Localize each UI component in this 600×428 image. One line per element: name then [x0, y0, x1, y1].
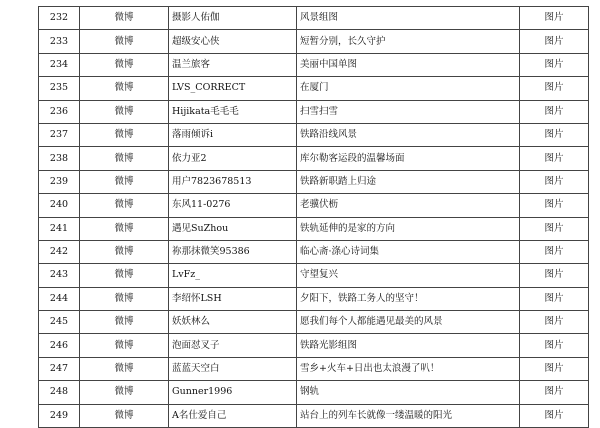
row-number: 235 — [39, 77, 80, 100]
title-cell: 夕阳下，铁路工务人的坚守！ — [297, 287, 520, 310]
type-cell: 图片 — [520, 217, 589, 240]
row-number: 233 — [39, 30, 80, 53]
table-row — [39, 123, 589, 146]
username-cell: LvFz_ — [169, 264, 297, 287]
type-cell: 图片 — [520, 381, 589, 404]
username-cell: 遇见SuZhou — [169, 217, 297, 240]
title-cell: 愿我们每个人都能遇见最美的风景 — [297, 311, 520, 334]
title-cell: 雪乡+火车+日出也太浪漫了叭！ — [297, 357, 520, 380]
table-row — [39, 240, 589, 263]
row-number: 241 — [39, 217, 80, 240]
platform-cell: 微博 — [80, 381, 169, 404]
platform-cell: 微博 — [80, 100, 169, 123]
title-cell: 铁路光影组图 — [297, 334, 520, 357]
table-row — [39, 100, 589, 123]
username-cell: 超级安心侠 — [169, 30, 297, 53]
platform-cell: 微博 — [80, 53, 169, 76]
platform-cell: 微博 — [80, 404, 169, 427]
table-row — [39, 311, 589, 334]
username-cell: 用户7823678513 — [169, 170, 297, 193]
row-number: 247 — [39, 357, 80, 380]
username-cell: 妖妖林么 — [169, 311, 297, 334]
type-cell: 图片 — [520, 77, 589, 100]
platform-cell: 微博 — [80, 170, 169, 193]
row-number: 248 — [39, 381, 80, 404]
username-cell: 落雨倾诉i — [169, 123, 297, 146]
type-cell: 图片 — [520, 7, 589, 30]
username-cell: Gunner1996 — [169, 381, 297, 404]
platform-cell: 微博 — [80, 357, 169, 380]
table-row — [39, 404, 589, 427]
table-row — [39, 264, 589, 287]
type-cell: 图片 — [520, 30, 589, 53]
username-cell: 温兰旅客 — [169, 53, 297, 76]
type-cell: 图片 — [520, 123, 589, 146]
platform-cell: 微博 — [80, 7, 169, 30]
row-number: 237 — [39, 123, 80, 146]
title-cell: 铁路新职踏上归途 — [297, 170, 520, 193]
title-cell: 美丽中国单图 — [297, 53, 520, 76]
row-number: 242 — [39, 240, 80, 263]
platform-cell: 微博 — [80, 311, 169, 334]
platform-cell: 微博 — [80, 194, 169, 217]
type-cell: 图片 — [520, 311, 589, 334]
title-cell: 铁轨延伸的是家的方向 — [297, 217, 520, 240]
row-number: 249 — [39, 404, 80, 427]
row-number: 236 — [39, 100, 80, 123]
platform-cell: 微博 — [80, 147, 169, 170]
type-cell: 图片 — [520, 170, 589, 193]
table-row — [39, 217, 589, 240]
title-cell: 库尔勒客运段的温馨场面 — [297, 147, 520, 170]
table-row — [39, 30, 589, 53]
row-number: 240 — [39, 194, 80, 217]
platform-cell: 微博 — [80, 240, 169, 263]
username-cell: 泡面怼叉子 — [169, 334, 297, 357]
title-cell: 铁路沿线风景 — [297, 123, 520, 146]
title-cell: 扫雪扫雪 — [297, 100, 520, 123]
title-cell: 站台上的列车长就像一缕温暖的阳光 — [297, 404, 520, 427]
type-cell: 图片 — [520, 147, 589, 170]
table-row — [39, 170, 589, 193]
username-cell: 东风11-0276 — [169, 194, 297, 217]
platform-cell: 微博 — [80, 30, 169, 53]
title-cell: 老骥伏枥 — [297, 194, 520, 217]
platform-cell: 微博 — [80, 77, 169, 100]
row-number: 238 — [39, 147, 80, 170]
table-row — [39, 53, 589, 76]
title-cell: 守望复兴 — [297, 264, 520, 287]
platform-cell: 微博 — [80, 123, 169, 146]
table-row — [39, 77, 589, 100]
table-row — [39, 381, 589, 404]
row-number: 245 — [39, 311, 80, 334]
username-cell: 依力亚2 — [169, 147, 297, 170]
title-cell: 风景组图 — [297, 7, 520, 30]
username-cell: 祢那抹微笑95386 — [169, 240, 297, 263]
table-row — [39, 194, 589, 217]
table-row — [39, 357, 589, 380]
username-cell: Hijikata毛毛毛 — [169, 100, 297, 123]
row-number: 239 — [39, 170, 80, 193]
platform-cell: 微博 — [80, 217, 169, 240]
type-cell: 图片 — [520, 53, 589, 76]
platform-cell: 微博 — [80, 334, 169, 357]
username-cell: 摄影人佑伽 — [169, 7, 297, 30]
table-row — [39, 7, 589, 30]
row-number: 246 — [39, 334, 80, 357]
type-cell: 图片 — [520, 100, 589, 123]
row-number: 232 — [39, 7, 80, 30]
title-cell: 在厦门 — [297, 77, 520, 100]
title-cell: 钢轨 — [297, 381, 520, 404]
title-cell: 临心斋·涤心诗词集 — [297, 240, 520, 263]
username-cell: 李绍怀LSH — [169, 287, 297, 310]
username-cell: 蓝蓝天空白 — [169, 357, 297, 380]
row-number: 234 — [39, 53, 80, 76]
row-number: 243 — [39, 264, 80, 287]
platform-cell: 微博 — [80, 287, 169, 310]
username-cell: A名仕爱自己 — [169, 404, 297, 427]
type-cell: 图片 — [520, 334, 589, 357]
platform-cell: 微博 — [80, 264, 169, 287]
username-cell: LVS_CORRECT — [169, 77, 297, 100]
works-table-body — [39, 7, 589, 428]
title-cell: 短暂分别，长久守护 — [297, 30, 520, 53]
table-row — [39, 147, 589, 170]
table-row — [39, 287, 589, 310]
row-number: 244 — [39, 287, 80, 310]
works-table — [38, 6, 589, 428]
type-cell: 图片 — [520, 264, 589, 287]
type-cell: 图片 — [520, 194, 589, 217]
type-cell: 图片 — [520, 287, 589, 310]
type-cell: 图片 — [520, 357, 589, 380]
type-cell: 图片 — [520, 240, 589, 263]
type-cell: 图片 — [520, 404, 589, 427]
table-row — [39, 334, 589, 357]
